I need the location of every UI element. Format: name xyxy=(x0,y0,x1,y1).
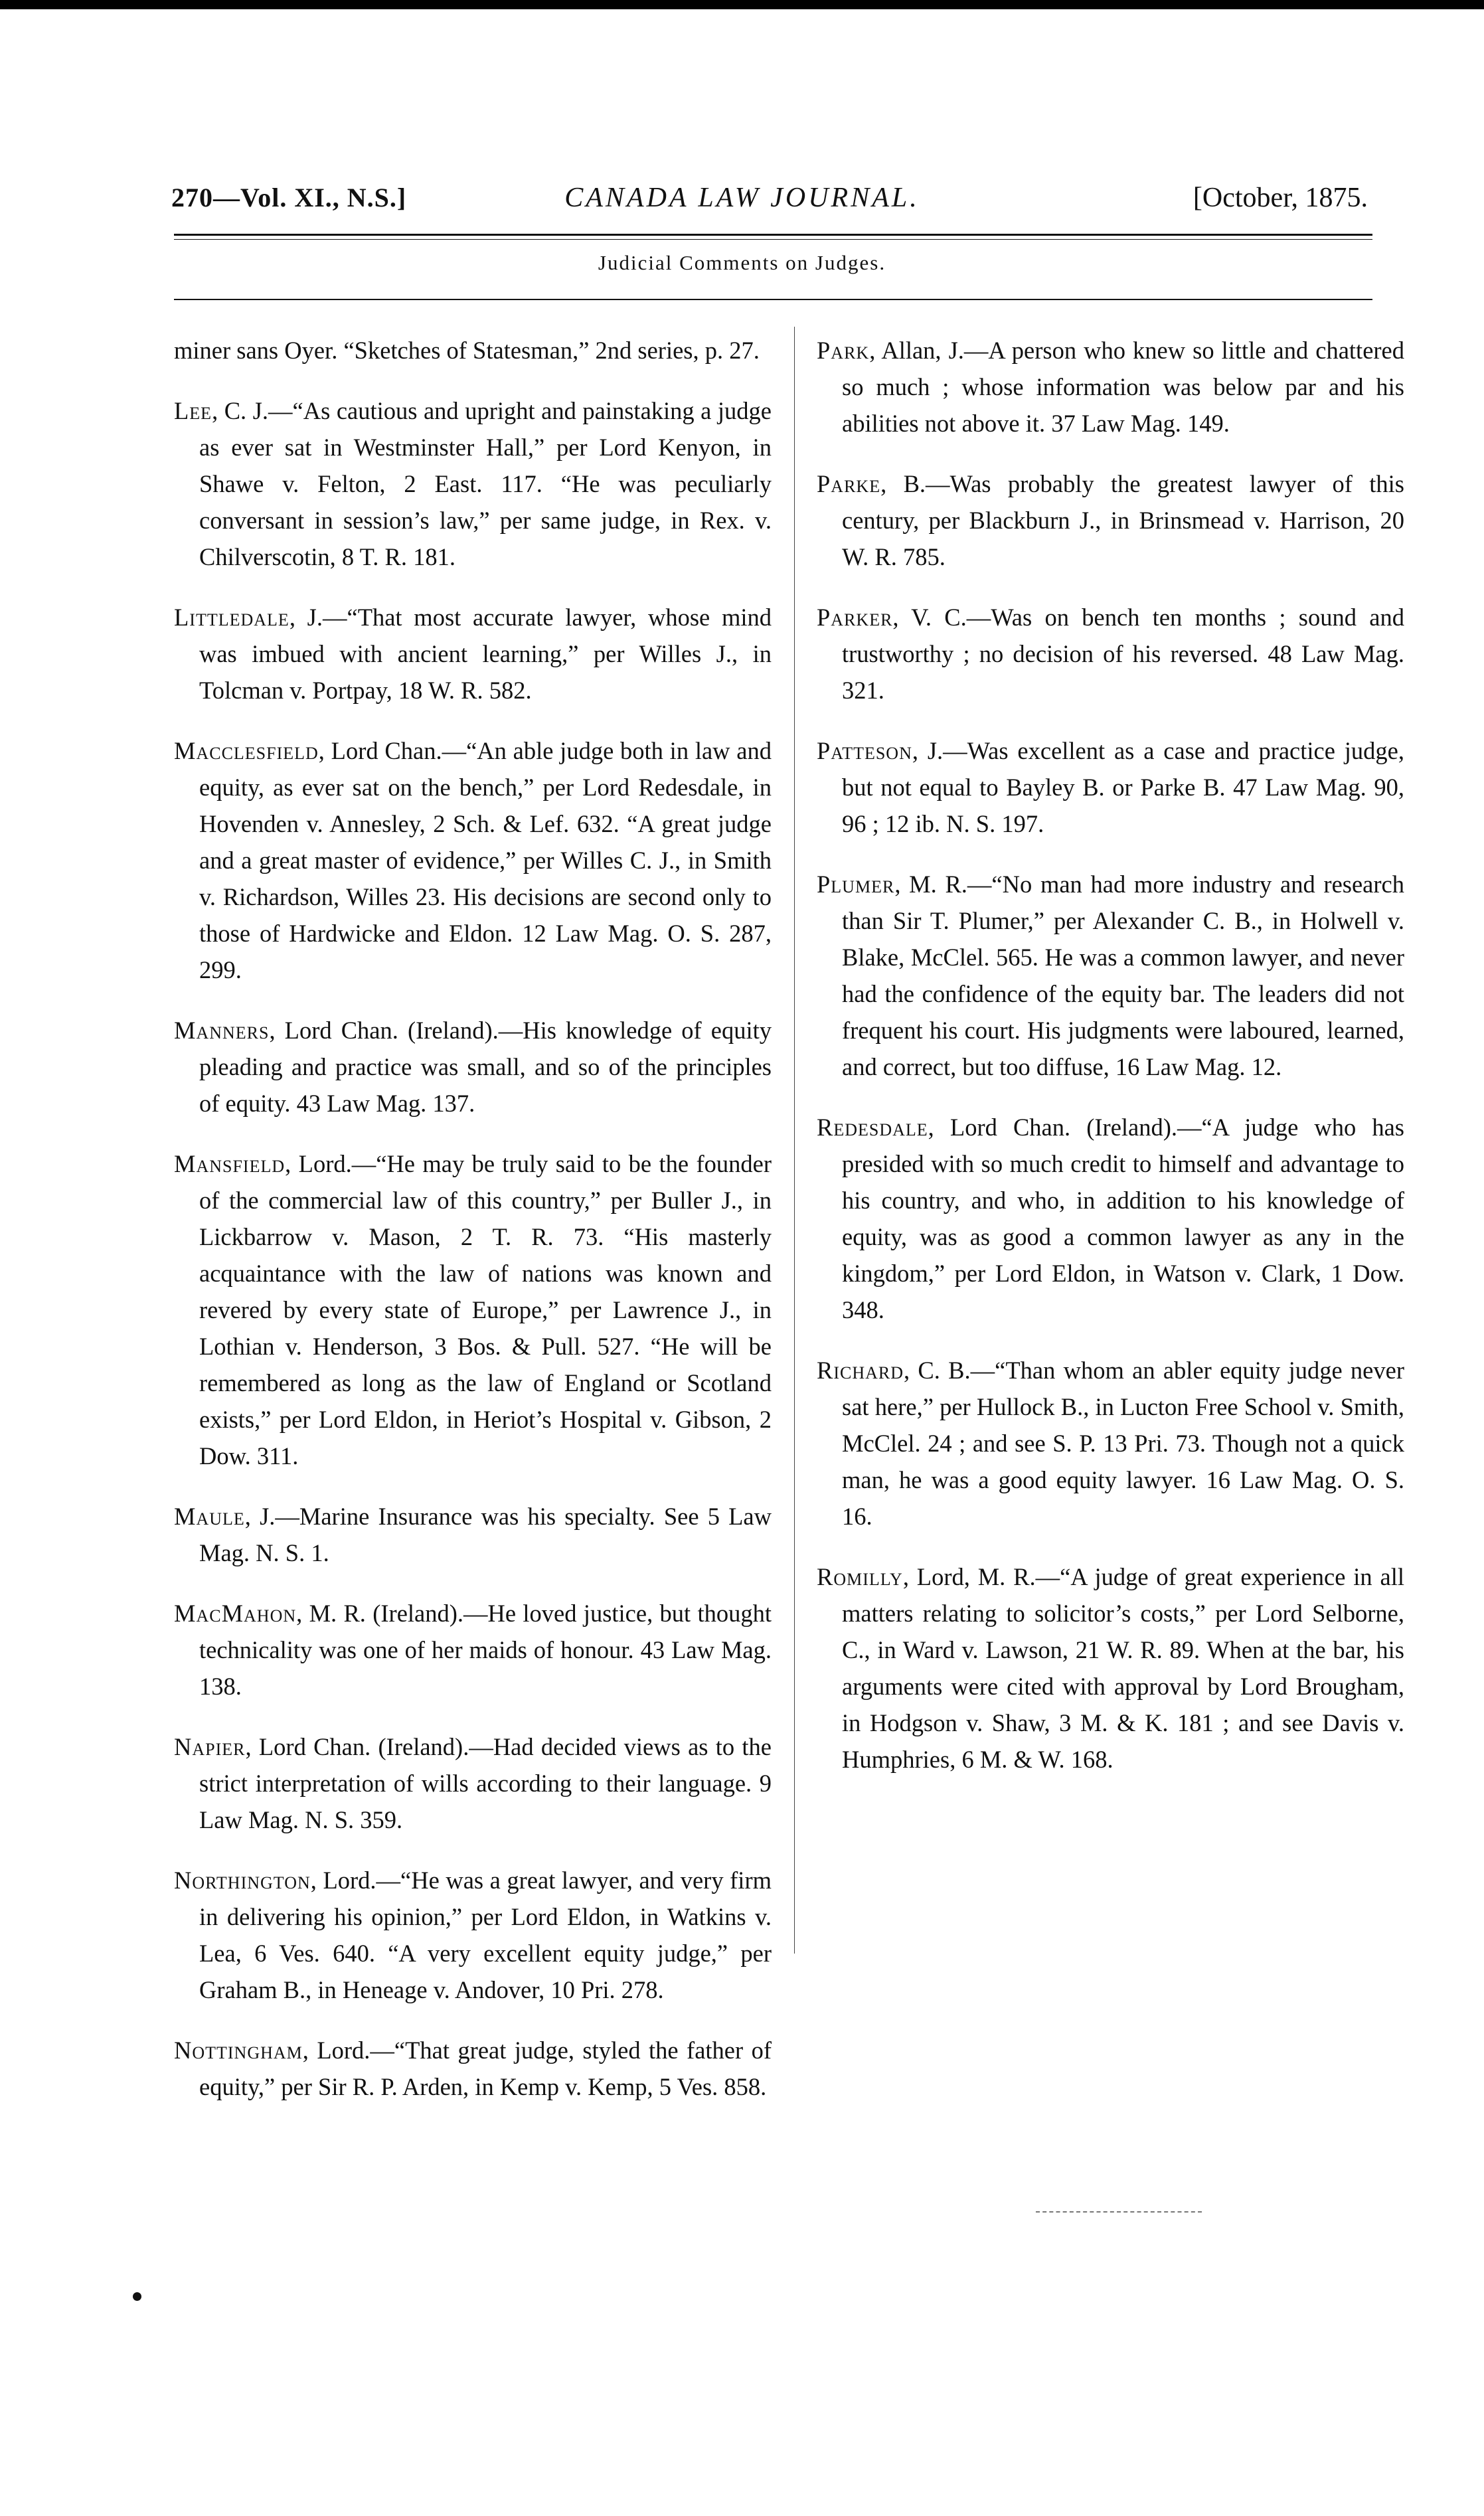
entry-text: , Allan, J.—A person who knew so little and chattered so much ; whose information was below par and his abilities not above it. 37 Law Mag. 149. xyxy=(842,337,1404,437)
scan-top-border xyxy=(0,0,1484,9)
entry-text: , Lord, M. R.—“A judge of great experience in all matters relating to solicitor’s costs,” per Lord Selborne, C., in Ward v. Lawson, 21 W. R. 89. When at the bar, his arguments were cited with approval by Lord Brougham, in Hodgson v. Shaw, 3 M. & K. 181 ; and see Davis v. Humphries, 6 M. & W. 168. xyxy=(842,1563,1404,1773)
judge-name: Napier xyxy=(174,1733,246,1760)
entry-text: , J.—Was excellent as a case and practice judge, but not equal to Bayley B. or Parke B. 47 Law Mag. 90, 96 ; 12 ib. N. S. 197. xyxy=(842,737,1404,837)
judge-name: Littledale xyxy=(174,604,289,631)
entry-mansfield xyxy=(174,1145,772,1474)
entry-text: , Lord Chan.—“An able judge both in law and equity, as ever sat on the bench,” per Lord Redesdale, in Hovenden v. Annesley, 2 Sch. & Lef. 632. “A great judge and a great master of evidence,” per Willes C. J., in Smith v. Richardson, Willes 23. His decisions are second only to those of Hardwicke and Eldon. 12 Law Mag. O. S. 287, 299. xyxy=(199,737,772,983)
entry-parke xyxy=(817,465,1404,575)
judge-name: Northington xyxy=(174,1867,311,1894)
entry-parker xyxy=(817,599,1404,709)
judge-name: Mansfield xyxy=(174,1150,286,1177)
judge-name: Plumer xyxy=(817,871,895,898)
entry-maule xyxy=(174,1498,772,1571)
entry-richard xyxy=(817,1352,1404,1535)
entry-text: , C. J.—“As cautious and upright and painstaking a judge as ever sat in Westminster Hall,” per Lord Kenyon, in Shawe v. Felton, 2 East. 117. “He was peculiarly conversant in session’s law,” per same judge, in Rex. v. Chilverscotin, 8 T. R. 181. xyxy=(199,397,772,570)
judge-name: Redesdale xyxy=(817,1114,928,1141)
judge-name: Patteson xyxy=(817,737,912,764)
left-column xyxy=(174,332,772,2129)
entry-northington xyxy=(174,1862,772,2008)
entry-text: , Lord.—“That great judge, styled the father of equity,” per Sir R. P. Arden, in Kemp v. Kemp, 5 Ves. 858. xyxy=(199,2037,772,2100)
entry-lee xyxy=(174,392,772,575)
header-rule-thick xyxy=(174,234,1372,236)
judge-name: Nottingham xyxy=(174,2037,303,2064)
judge-name: MacMahon xyxy=(174,1600,297,1627)
entry-text: , J.—“That most accurate lawyer, whose mind was imbued with ancient learning,” per Willes J., in Tolcman v. Portpay, 18 W. R. 582. xyxy=(199,604,772,704)
entry-patteson xyxy=(817,732,1404,842)
entry-nottingham xyxy=(174,2032,772,2105)
judge-name: Manners xyxy=(174,1017,270,1044)
entry-macclesfield xyxy=(174,732,772,988)
header-rule-thin xyxy=(174,239,1372,240)
judge-name: Romilly xyxy=(817,1563,903,1590)
column-divider xyxy=(794,327,795,1954)
entry-manners xyxy=(174,1012,772,1122)
journal-title: CANADA LAW JOURNAL. xyxy=(564,183,920,213)
volume-number: 270—Vol. XI., N.S.] xyxy=(171,183,407,212)
entry-macmahon xyxy=(174,1595,772,1705)
entry-text: , B.—Was probably the greatest lawyer of this century, per Blackburn J., in Brinsmead v. Harrison, 20 W. R. 785. xyxy=(842,470,1404,570)
entry-text: , Lord.—“He was a great lawyer, and very firm in delivering his opinion,” per Lord Eldon, in Watkins v. Lea, 6 Ves. 640. “A very excellent equity judge,” per Graham B., in Heneage v. Andover, 10 Pri. 278. xyxy=(199,1867,772,2003)
ink-mark xyxy=(133,2292,141,2301)
entry-napier xyxy=(174,1728,772,1838)
issue-date: [October, 1875. xyxy=(1193,183,1368,213)
entry-redesdale xyxy=(817,1109,1404,1328)
entry-text: , M. R. (Ireland).—He loved justice, but thought technicality was one of her maids of honour. 43 Law Mag. 138. xyxy=(199,1600,772,1700)
entry-park xyxy=(817,332,1404,442)
entry-text: , V. C.—Was on bench ten months ; sound and trustworthy ; no decision of his reversed. 48 Law Mag. 321. xyxy=(842,604,1404,704)
entry-text: , M. R.—“No man had more industry and research than Sir T. Plumer,” per Alexander C. B., in Holwell v. Blake, McClel. 565. He was a common lawyer, and never had the confidence of the equity bar. The leaders did not frequent his court. His judgments were laboured, learned, and correct, but too diffuse, 16 Law Mag. 12. xyxy=(842,871,1404,1080)
judge-name: Park xyxy=(817,337,870,364)
entry-text: , Lord.—“He may be truly said to be the founder of the commercial law of this country,” per Buller J., in Lickbarrow v. Mason, 2 T. R. 73. “His masterly acquaintance with the law of nations was known and revered by every state of Europe,” per Lawrence J., in Lothian v. Henderson, 3 Bos. & Pull. 527. “He will be remembered as long as the law of England or Scotland exists,” per Lord Eldon, in Heriot’s Hospital v. Gibson, 2 Dow. 311. xyxy=(199,1150,772,1469)
judge-name: Richard xyxy=(817,1357,904,1384)
right-column xyxy=(817,332,1404,1802)
section-heading: Judicial Comments on Judges. xyxy=(598,251,886,274)
entry-text: , Lord Chan. (Ireland).—Had decided views as to the strict interpretation of wills according to their language. 9 Law Mag. N. S. 359. xyxy=(199,1733,772,1833)
entry-romilly xyxy=(817,1558,1404,1778)
judge-name: Macclesfield xyxy=(174,737,319,764)
entry-text: , Lord Chan. (Ireland).—“A judge who has presided with so much credit to himself and advantage to his country, and who, in addition to his knowledge of equity, was as good a common lawyer as any in the kingdom,” per Lord Eldon, in Watson v. Clark, 1 Dow. 348. xyxy=(842,1114,1404,1323)
entry-text: , J.—Marine Insurance was his specialty. See 5 Law Mag. N. S. 1. xyxy=(199,1503,772,1566)
entry-text: , C. B.—“Than whom an abler equity judge never sat here,” per Hullock B., in Lucton Free School v. Smith, McClel. 24 ; and see S. P. 13 Pri. 73. Though not a quick man, he was a good equity lawyer. 16 Law Mag. O. S. 16. xyxy=(842,1357,1404,1530)
judge-name: Parke xyxy=(817,470,881,497)
entry-continued xyxy=(174,332,772,369)
end-of-section-rule xyxy=(1036,2211,1202,2213)
judge-name: Parker xyxy=(817,604,893,631)
entry-text: , Lord Chan. (Ireland).—His knowledge of equity pleading and practice was small, and so of the principles of equity. 43 Law Mag. 137. xyxy=(199,1017,772,1117)
judge-name: Lee xyxy=(174,397,212,424)
section-rule xyxy=(174,299,1372,300)
entry-littledale xyxy=(174,599,772,709)
judge-name: Maule xyxy=(174,1503,245,1530)
entry-plumer xyxy=(817,866,1404,1085)
page-header xyxy=(0,178,1484,218)
entry-text: miner sans Oyer. “Sketches of Statesman,” 2nd series, p. 27. xyxy=(174,337,760,364)
